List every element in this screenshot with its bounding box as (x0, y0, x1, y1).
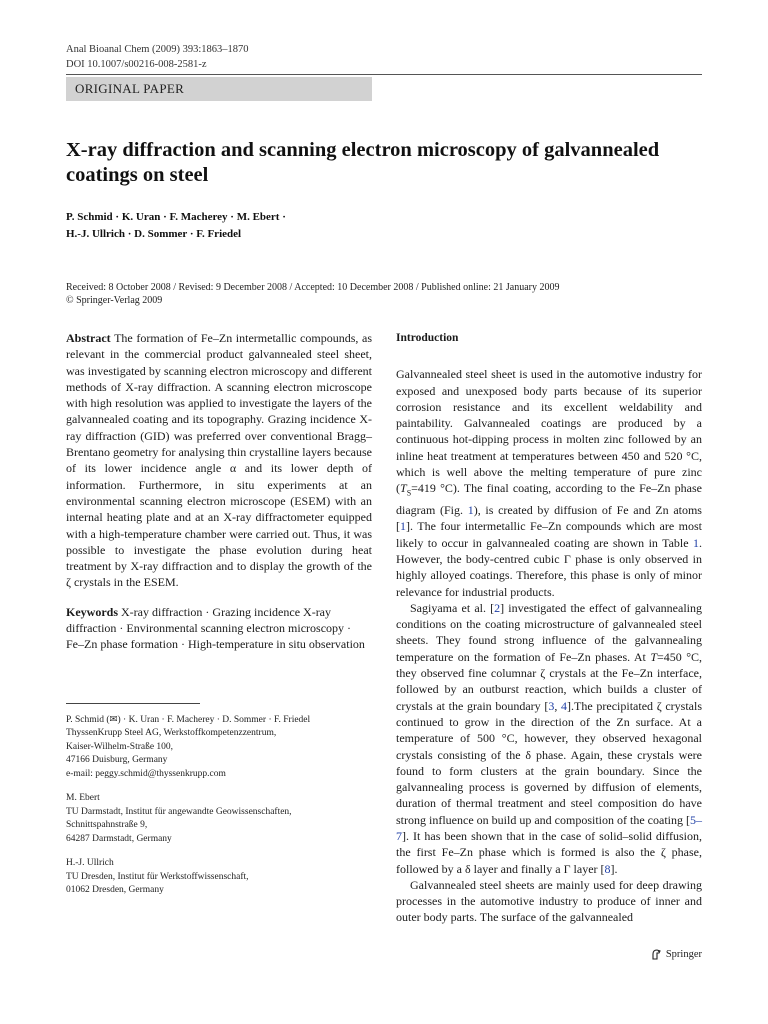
reference-link[interactable]: 5–7 (396, 812, 702, 843)
abstract (66, 330, 372, 591)
copyright-line: © Springer-Verlag 2009 (66, 295, 163, 306)
affiliation-line: 47166 Duisburg, Germany (66, 755, 168, 766)
reference-link[interactable]: 8 (604, 861, 611, 876)
affiliation-authors: H.-J. Ullrich (66, 858, 114, 869)
affiliation-3 (66, 857, 372, 898)
intro-paragraph-2: Sagiyama et al. [2] investigated the effect of galvannealing conditions on the coating microstructure of galvannealed steel sheets. They found strong influence of the galvannealing temperature on the formation of Fe–Zn phases. At T=450 °C, they observed fine columnar ζ crystals at the Fe–Zn interface, followed by an outburst reaction, which builds a cluster of crystals at the grain boundary [3, 4].The precipitated ζ crystals continued to grow in the direction of the Zn surface. At a temperature of 500 °C, however, they observed hexagonal crystals consisting of the δ phase. Again, these crystals were found to form clusters at the grain boundary. Since the galvannealing process is governed by diffusion of elements, duration of thermal treatment and steel composition do have strong influence on build up and composition of the coating [5–7]. It has been shown that in the case of solid–solid diffusion, the first Fe–Zn phase which is formed is also the ζ phase, followed by a δ layer and finally a Γ layer [8]. (396, 600, 703, 876)
email-link[interactable]: e-mail: peggy.schmid@thyssenkrupp.com (66, 768, 226, 779)
introduction-heading: Introduction (396, 332, 459, 344)
publisher-footer (650, 948, 702, 961)
reference-link[interactable]: 4 (561, 698, 568, 713)
table-link[interactable]: 1 (693, 535, 699, 550)
keywords-text: X-ray diffraction · Grazing incidence X-ray diffraction · Environmental scanning electron microscopy · Fe–Zn phase formation · High-temperature in situ observation (66, 604, 365, 652)
affiliation-2 (66, 792, 372, 846)
publication-history (66, 281, 560, 307)
abstract-text: The formation of Fe–Zn intermetallic compounds, as relevant in the commercial product galvannealed steel sheet, was investigated by scanning electron microscopy and different methods of X-ray diffraction. A scanning electron microscope with high resolution was applied to investigate the layers of the galvannealed coating and its topography. Grazing incidence X-ray diffraction (GID) was preferred over conventional Bragg–Brentano geometry for analysing thin crystalline layers because of its lower incidence angle α and its lower depth of information. Furthermore, in situ experiments at an environmental scanning electron microscope (ESEM) with an internal heating plate and at an X-ray diffractometer equipped with a high-temperature chamber were carried out. Thus, it was possible to investigate the phase evolution during heat treatment by X-ray diffraction and to display the growth of the ζ crystals in the ESEM. (66, 331, 372, 590)
intro-paragraph-3: Galvannealed steel sheets are mainly used for deep drawing processes in the automotive industry to produce of inner and outer body parts. The surface of the galvannealed (396, 877, 702, 925)
affiliation-authors: P. Schmid (✉) · K. Uran · F. Macherey · D. Sommer · F. Friedel (66, 714, 311, 725)
affiliation-authors: M. Ebert (66, 793, 100, 804)
journal-header (66, 42, 249, 72)
keywords-label: Keywords (66, 604, 118, 619)
affiliation-1 (66, 714, 372, 782)
doi: DOI 10.1007/s00216-008-2581-z (66, 59, 207, 70)
footnote-separator (66, 703, 200, 704)
author-list (66, 209, 286, 243)
springer-horse-icon (650, 948, 663, 961)
paper-type-label: ORIGINAL PAPER (75, 81, 185, 96)
dates-line: Received: 8 October 2008 / Revised: 9 December 2008 / Accepted: 10 December 2008 / Published online: 21 January 2009 (66, 282, 560, 293)
affiliation-line: 01062 Dresden, Germany (66, 885, 164, 896)
affiliation-line: ThyssenKrupp Steel AG, Werkstoffkompetenzzentrum, (66, 728, 277, 739)
keywords (66, 604, 372, 653)
reference-link[interactable]: 2 (494, 600, 501, 615)
journal-citation: Anal Bioanal Chem (2009) 393:1863–1870 (66, 44, 249, 55)
authors-line-1: P. Schmid · K. Uran · F. Macherey · M. Ebert · (66, 211, 286, 223)
abstract-label: Abstract (66, 331, 111, 345)
right-column (396, 330, 702, 926)
affiliation-line: Kaiser-Wilhelm-Straße 100, (66, 741, 174, 752)
authors-line-2: H.-J. Ullrich · D. Sommer · F. Friedel (66, 228, 242, 240)
left-column (66, 330, 372, 909)
article-title: X-ray diffraction and scanning electron microscopy of galvannealed coatings on steel (66, 139, 660, 186)
affiliation-line: Schnittspahnstraße 9, (66, 820, 148, 831)
reference-link[interactable]: 1 (400, 519, 406, 534)
affiliation-line: TU Dresden, Institut für Werkstoffwissenschaft, (66, 871, 249, 882)
figure-link[interactable]: 1 (467, 503, 474, 518)
affiliation-line: TU Darmstadt, Institut für angewandte Geowissenschaften, (66, 806, 292, 817)
intro-paragraph-1: Galvannealed steel sheet is used in the automotive industry for exposed and unexposed body parts because of its superior corrosion resistance and its excellent weldability and paintability. Galvannealed coatings are produced by a continuous hot-dipping process in molten zinc followed by an inline heat treatment at temperatures between 450 and 520 °C, which is well above the melting temperature of pure zinc ($T_S=419$ °C). The final coating, according to the Fe–Zn phase diagram (Fig. 1), is created by diffusion of Fe and Zn atoms [1]. The four intermetallic Fe–Zn compounds which are most likely to occur in galvannealed coating are shown in Table 1. However, the body-centred cubic Γ phase is only observed in highly alloyed coatings. Therefore, this phase is only of minor relevance for industrial products. (396, 367, 702, 599)
paper-type-banner (66, 77, 372, 101)
reference-link[interactable]: 3 (548, 698, 555, 713)
header-rule (66, 74, 702, 75)
publisher-name: Springer (665, 949, 702, 960)
affiliation-line: 64287 Darmstadt, Germany (66, 833, 172, 844)
